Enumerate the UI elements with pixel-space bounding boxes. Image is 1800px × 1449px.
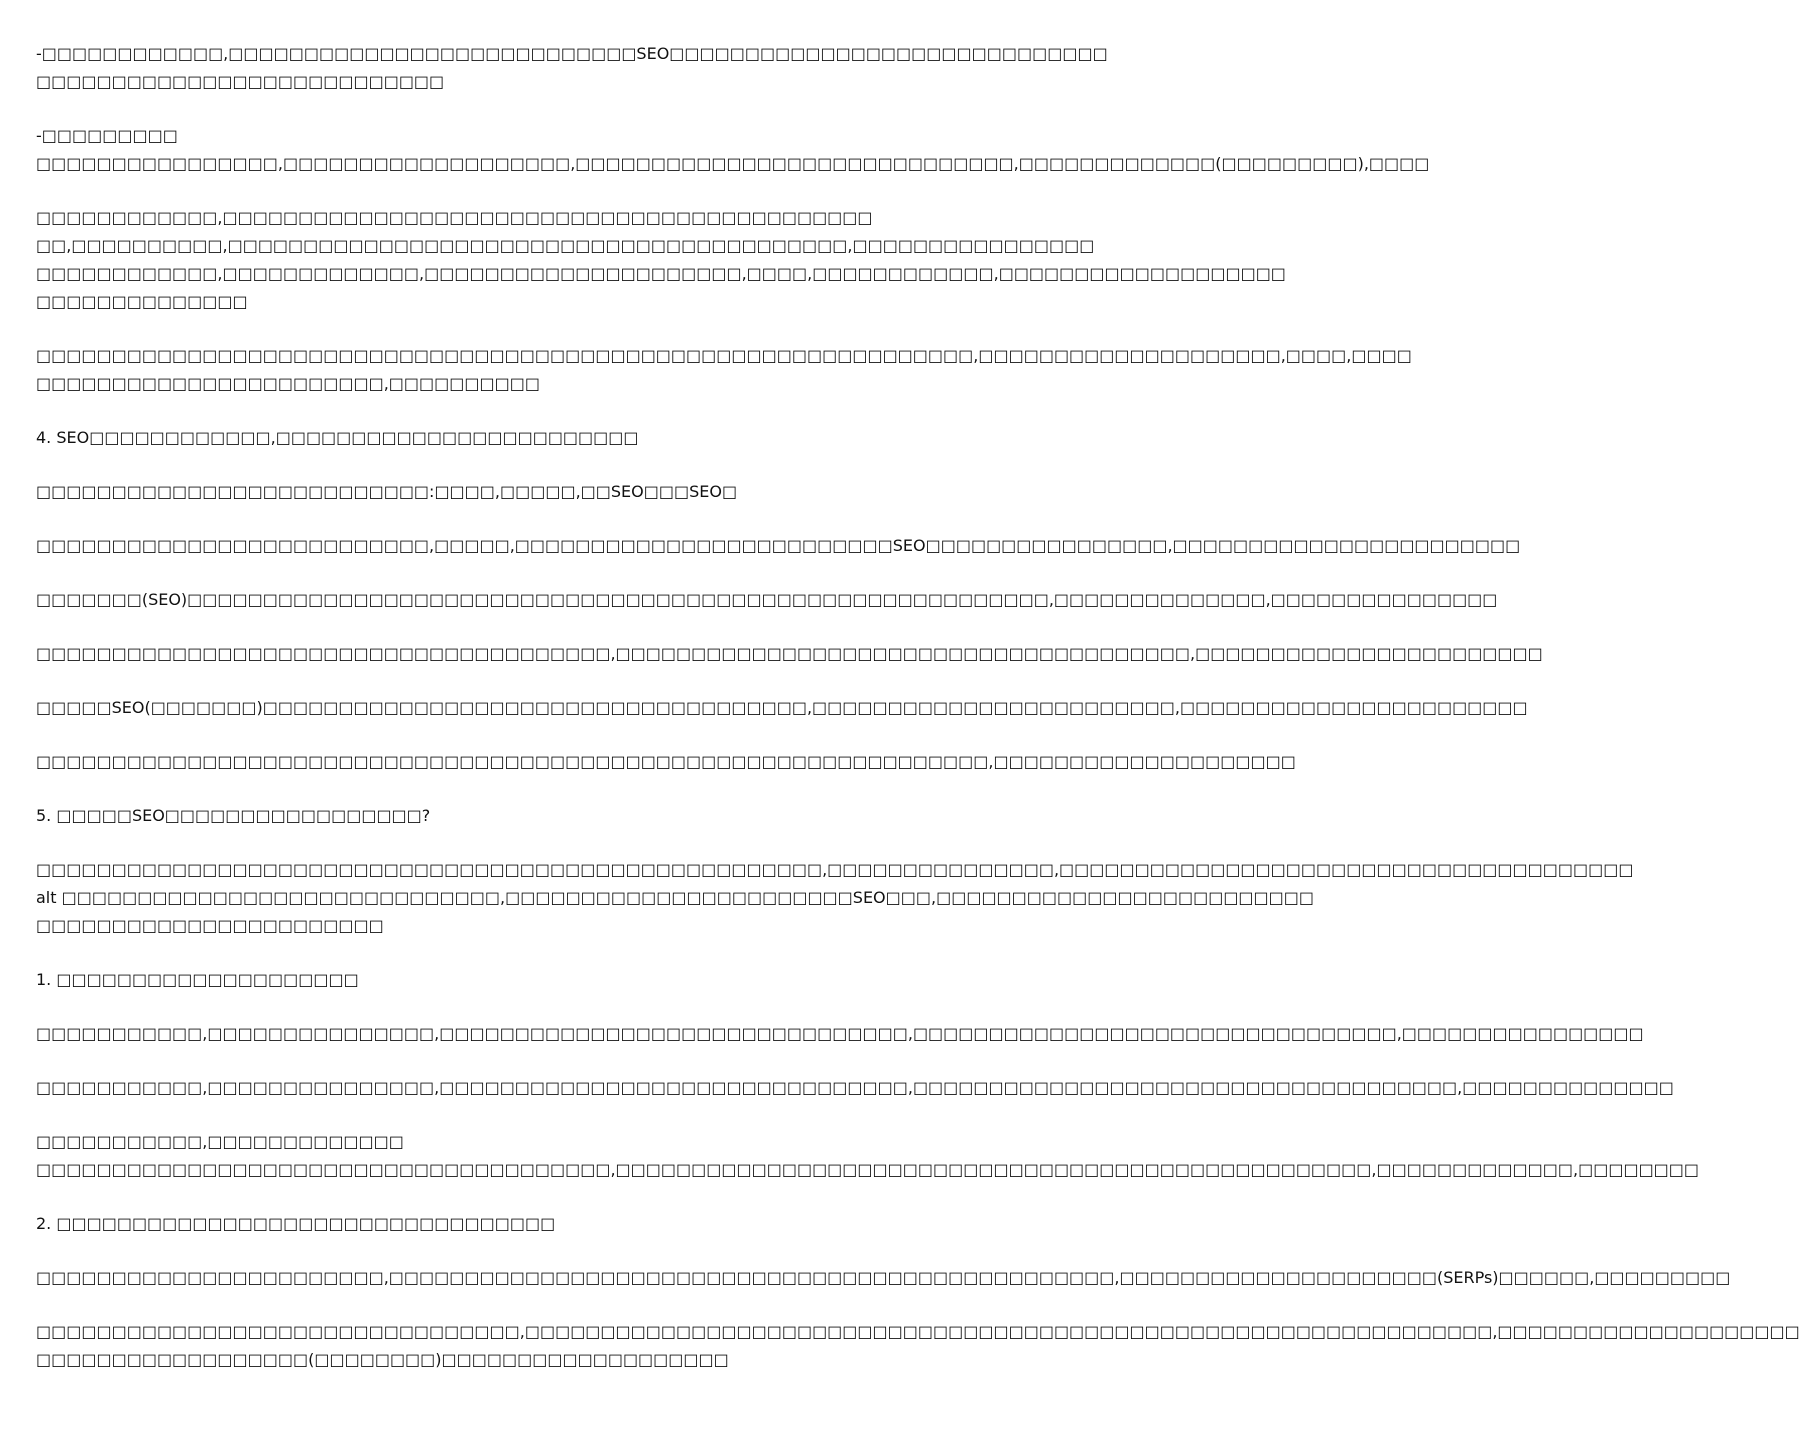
paragraph — [36, 1318, 1800, 1374]
paragraph — [36, 748, 1296, 776]
paragraph — [36, 342, 1412, 398]
text-line: □□□□□□□□□□□□□□□□□□□□□□□ — [36, 916, 384, 935]
text-line: 4. SEO□□□□□□□□□□□□,□□□□□□□□□□□□□□□□□□□□□□□□ — [36, 428, 639, 447]
text-line: □□□□□□□□□□□□,□□□□□□□□□□□□□,□□□□□□□□□□□□□□□□□□□□□,□□□□,□□□□□□□□□□□□,□□□□□□□□□□□□□□□□□□□ — [36, 264, 1286, 283]
paragraph — [36, 424, 990, 452]
text-line: □□□□□SEO(□□□□□□□)□□□□□□□□□□□□□□□□□□□□□□□□□□□□□□□□□□□□,□□□□□□□□□□□□□□□□□□□□□□□□,□□□□□□□□□□□□□□□□□□□□□□□ — [36, 698, 1528, 717]
text-line: 1. □□□□□□□□□□□□□□□□□□□□ — [36, 970, 359, 989]
paragraph — [36, 532, 1521, 560]
paragraph — [36, 478, 990, 506]
text-line: □□□□□□□□□□□□□□□□□□□□□□□□□□,□□□□□,□□□□□□□□□□□□□□□□□□□□□□□□□SEO□□□□□□□□□□□□□□□□,□□□□□□□□□□□□□□□□□□□□□□□ — [36, 536, 1521, 555]
text-line: □□□□□□□(SEO)□□□□□□□□□□□□□□□□□□□□□□□□□□□□□□□□□□□□□□□□□□□□□□□□□□□□□□□□□,□□□□□□□□□□□□□□,□□□□□□□□□□□□□□□ — [36, 590, 1498, 609]
text-line: □□□□□□□□□□□□□□□□□□□□□□□□□□□□□□□□□□□□□□,□□□□□□□□□□□□□□□□□□□□□□□□□□□□□□□□□□□□□□,□□□□□□□□□□□□□□□□□□□□□□□ — [36, 644, 1543, 663]
text-line: □□□□□□□□□□□□□□□□□□□□□□□,□□□□□□□□□□□□□□□□□□□□□□□□□□□□□□□□□□□□□□□□□□□□□□□□,□□□□□□□□□□□□□□□□□□□□□(SERPs)□□□□□□,□□□□□□□□□ — [36, 1268, 1731, 1287]
paragraph — [36, 1264, 1731, 1292]
paragraph — [36, 966, 990, 994]
text-line: □□□□□□□□□□□□□□□□,□□□□□□□□□□□□□□□□□□□,□□□□□□□□□□□□□□□□□□□□□□□□□□□□□,□□□□□□□□□□□□□(□□□□□□□□□),□□□□ — [36, 154, 1430, 173]
paragraph — [36, 640, 1543, 668]
paragraph — [36, 1020, 1644, 1048]
text-line: □□□□□□□□□□□□□□□□□□□□□□□□□□□□□□□□,□□□□□□□□□□□□□□□□□□□□□□□□□□□□□□□□□□□□□□□□□□□□□□□□□□□□□□□□□□□□□□□□,□□□□□□□□□□□□□□□□□□□□ — [36, 1322, 1800, 1341]
paragraph — [36, 122, 1430, 178]
text-line: alt □□□□□□□□□□□□□□□□□□□□□□□□□□□□□,□□□□□□□□□□□□□□□□□□□□□□□SEO□□□,□□□□□□□□□□□□□□□□□□□□□□□□□ — [36, 888, 1315, 907]
paragraph — [36, 694, 1528, 722]
paragraph — [36, 586, 1498, 614]
document-body — [36, 40, 1800, 1400]
text-line: □□□□□□□□□□□,□□□□□□□□□□□□□□□,□□□□□□□□□□□□□□□□□□□□□□□□□□□□□□□,□□□□□□□□□□□□□□□□□□□□□□□□□□□□□□□□□□□□,□□□□□□□□□□□□□□ — [36, 1078, 1674, 1097]
text-line: □□□□□□□□□□□□□□□□□□□□□□□□□□:□□□□,□□□□□,□□SEO□□□SEO□ — [36, 482, 738, 501]
paragraph — [36, 1128, 1700, 1184]
text-line: □□□□□□□□□□□□□□□□□□□□□□□□□□□□□□□□□□□□□□,□□□□□□□□□□□□□□□□□□□□□□□□□□□□□□□□□□□□□□□□□□□□□□□□□□,□□□□□□□□□□□□□,□□□□□□□□ — [36, 1160, 1700, 1179]
text-line: 2. □□□□□□□□□□□□□□□□□□□□□□□□□□□□□□□□□ — [36, 1214, 556, 1233]
paragraph — [36, 40, 1108, 96]
text-line: 5. □□□□□SEO□□□□□□□□□□□□□□□□□? — [36, 806, 431, 825]
paragraph — [36, 204, 1286, 316]
text-line: □□□□□□□□□□□□□□□□□□□□□□□,□□□□□□□□□□ — [36, 374, 540, 393]
text-line: -□□□□□□□□□ — [36, 126, 178, 145]
text-line: □□□□□□□□□□□□□□□□□□□□□□□□□□□□□□□□□□□□□□□□□□□□□□□□□□□□□□□□□□□□□□□,□□□□□□□□□□□□□□□□□□□□ — [36, 752, 1296, 771]
text-line: □□□□□□□□□□□□□□□□□□□□□□□□□□□ — [36, 72, 445, 91]
text-line: □□□□□□□□□□□□,□□□□□□□□□□□□□□□□□□□□□□□□□□□□□□□□□□□□□□□□□□□ — [36, 208, 873, 227]
paragraph — [36, 1210, 990, 1238]
text-line: □□□□□□□□□□□□□□□□□□□□□□□□□□□□□□□□□□□□□□□□□□□□□□□□□□□□,□□□□□□□□□□□□□□□,□□□□□□□□□□□□□□□□□□□□□□□□□□□□□□□□□□□□□□ — [36, 860, 1634, 879]
text-line: □□□□□□□□□□□,□□□□□□□□□□□□□□□,□□□□□□□□□□□□□□□□□□□□□□□□□□□□□□□,□□□□□□□□□□□□□□□□□□□□□□□□□□□□□□□□,□□□□□□□□□□□□□□□□ — [36, 1024, 1644, 1043]
paragraph — [36, 802, 990, 830]
paragraph — [36, 856, 1634, 940]
text-line: □□□□□□□□□□□□□□ — [36, 292, 248, 311]
paragraph — [36, 1074, 1674, 1102]
text-line: □□□□□□□□□□□□□□□□□□□□□□□□□□□□□□□□□□□□□□□□□□□□□□□□□□□□□□□□□□□□□□,□□□□□□□□□□□□□□□□□□□□,□□□□,□□□□ — [36, 346, 1412, 365]
text-line: □□,□□□□□□□□□□,□□□□□□□□□□□□□□□□□□□□□□□□□□□□□□□□□□□□□□□□□,□□□□□□□□□□□□□□□□ — [36, 236, 1095, 255]
text-line: □□□□□□□□□□□□□□□□□□(□□□□□□□□)□□□□□□□□□□□□□□□□□□□ — [36, 1350, 729, 1369]
text-line: -□□□□□□□□□□□□,□□□□□□□□□□□□□□□□□□□□□□□□□□□SEO□□□□□□□□□□□□□□□□□□□□□□□□□□□□□ — [36, 44, 1108, 63]
text-line: □□□□□□□□□□□,□□□□□□□□□□□□□ — [36, 1132, 404, 1151]
